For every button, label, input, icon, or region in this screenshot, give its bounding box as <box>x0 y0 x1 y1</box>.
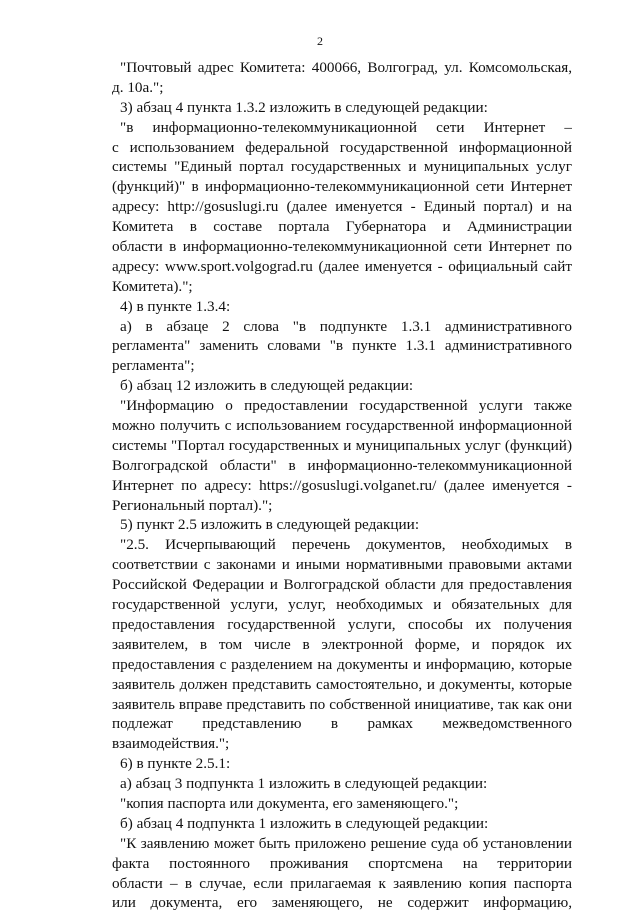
text-line: адресу: www.sport.volgograd.ru (далее именуется - официальный сайт <box>112 257 572 275</box>
text-line: 4) в пункте 1.3.4: <box>120 297 231 315</box>
text-line: 5) пункт 2.5 изложить в следующей редакции: <box>120 516 420 534</box>
text-line: или документа, его заменяющего, не содержит информацию, <box>112 894 572 912</box>
text-line: области в информационно-телекоммуникационной сети Интернет по <box>112 238 572 256</box>
text-line: "Почтовый адрес Комитета: 400066, Волгоград, ул. Комсомольская, <box>120 59 572 76</box>
text-line: 6) в пункте 2.5.1: <box>120 755 231 773</box>
text-line: предоставления государственной услуги, способы их получения <box>112 615 572 633</box>
text-line: "К заявлению может быть приложено решение суда об установлении <box>120 834 572 852</box>
text-line: (функций)" в информационно-телекоммуникационной сети Интернет <box>112 178 572 196</box>
text-line: области – в случае, если прилагаемая к заявлению копия паспорта <box>112 874 572 892</box>
text-line: взаимодействия."; <box>112 735 230 753</box>
text-line: можно получить с использованием государственной информационной <box>112 417 572 435</box>
text-line: системы "Единый портал государственных и муниципальных услуг <box>112 158 572 176</box>
document-body <box>112 58 572 913</box>
text-line: 3) абзац 4 пункта 1.3.2 изложить в следующей редакции: <box>120 98 488 116</box>
text-line: Региональный портал)."; <box>112 496 273 514</box>
text-line: Российской Федерации и Волгоградской области для предоставления <box>112 576 572 594</box>
text-line: д. 10а."; <box>112 78 164 96</box>
text-line: "Информацию о предоставлении государственной услуги также <box>120 397 572 415</box>
text-line: заявитель должен представить самостоятельно, и документы, которые <box>112 675 572 693</box>
text-line: б) абзац 12 изложить в следующей редакции: <box>120 377 414 395</box>
text-line: "2.5. Исчерпывающий перечень документов, необходимых в <box>120 536 572 554</box>
text-line: регламента"; <box>112 357 195 375</box>
text-line: соответствии с законами и иными нормативными правовыми актами <box>112 556 572 574</box>
text-line: регламента" заменить словами "в пункте 1.3.1 административного <box>112 337 572 355</box>
text-line: государственной услуги, услуг, необходимых и обязательных для <box>112 596 572 614</box>
text-line: с использованием федеральной государственной информационной <box>112 138 572 156</box>
text-line: Комитета)."; <box>112 277 193 295</box>
text-line: предоставления с разделением на документы и информацию, которые <box>112 655 572 673</box>
text-line: факта постоянного проживания спортсмена на территории <box>112 854 572 872</box>
text-line: заявителем, в том числе в электронной форме, и порядок их <box>112 635 572 653</box>
text-line: заявитель вправе представить по собственной инициативе, так как они <box>112 695 572 713</box>
text-line: Интернет по адресу: https://gosuslugi.volganet.ru/ (далее именуется - <box>112 476 572 494</box>
text-line: Комитета в составе портала Губернатора и Администрации <box>112 218 572 236</box>
page-number: 2 <box>317 34 323 48</box>
text-line: а) в абзаце 2 слова "в подпункте 1.3.1 административного <box>120 317 572 335</box>
text-line: "в информационно-телекоммуникационной сети Интернет – <box>120 118 572 136</box>
text-line: б) абзац 4 подпункта 1 изложить в следующей редакции: <box>120 814 489 832</box>
text-line: Волгоградской области" в информационно-телекоммуникационной <box>112 456 572 474</box>
text-line: адресу: http://gosuslugi.ru (далее именуется - Единый портал) и на <box>112 198 572 216</box>
text-line: а) абзац 3 подпункта 1 изложить в следующей редакции: <box>120 775 488 793</box>
text-line: "копия паспорта или документа, его заменяющего."; <box>120 794 459 812</box>
text-line: системы "Портал государственных и муниципальных услуг (функций) <box>112 436 572 454</box>
text-line: подлежат представлению в рамках межведомственного <box>112 715 572 733</box>
